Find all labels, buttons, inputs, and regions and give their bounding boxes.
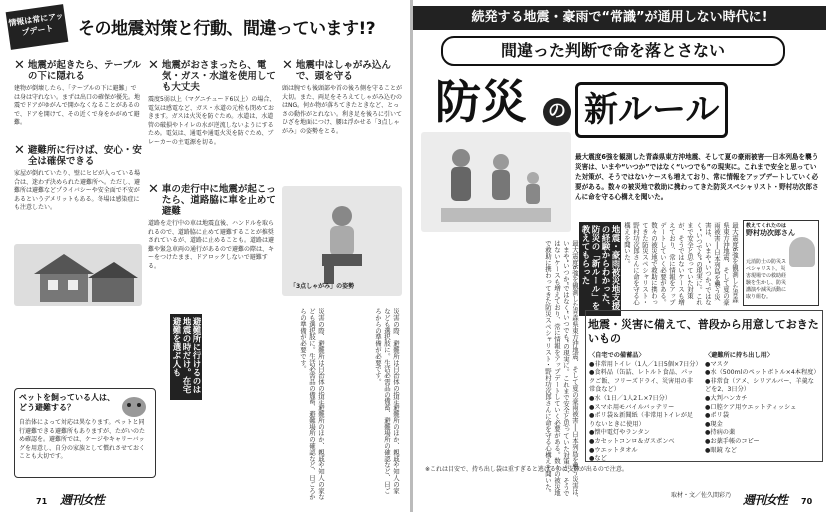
- profile-body: 元消防士の防災スペシャリスト。災害現場での救助経験を生かし、防災講演や減災活動に取り組む。: [746, 259, 787, 300]
- vertical-body: 災害の際、避難所は自治体の指定避難所のほか、親戚や知人の家なども選択肢に。生活必需品の備蓄、避難場所の確認など、日ごろからの準備が必要です。: [299, 308, 325, 500]
- right-page: [413, 0, 826, 512]
- list-item: ●スマホ用モバイルバッテリー: [589, 403, 675, 411]
- cross-icon: ✕: [14, 58, 25, 73]
- list-item: ●食料品（缶詰、レトルト食品、パックご飯、フリーズドライ、災害用の非常食など）: [589, 369, 694, 394]
- pet-body: 自治体によって対応は異なります。ペットと同行避難できる避難所もありますが、たがいのため確認を。避難所では、ケージやキャリーバッグを用意し、自分の家族として慣れさせておくことも大切です。: [19, 419, 146, 461]
- section-1: [14, 60, 142, 140]
- family-illustration: [421, 132, 571, 232]
- list-item: ●カセットコンロ＆ガスボンベ: [589, 437, 675, 445]
- list-item: ●持病の薬: [705, 429, 736, 437]
- family-icon: [421, 132, 571, 232]
- home-stock-heading: 〈自宅での備蓄品〉: [589, 352, 645, 359]
- supplies-title: 地震・災害に備えて、普段から用意しておきたいもの: [588, 318, 819, 345]
- section-body: 頭は腕でも後頭部や首の後ろ側を守ることが大切。また、両足をそろえてしゃがみ込むのはNG。何か物が落ちてきたときなど、とっさの動作がとれない。利き足を後ろに引いてひざを地面につけ、腰は浮かせる「3点しゃがみ」の姿勢をとる。: [282, 85, 403, 135]
- list-item: ●水（1日／1人2Ｌ×7日分）: [589, 394, 672, 402]
- profile-box: [743, 220, 819, 306]
- evacuation-list: [705, 352, 820, 457]
- section-title: 避難所に行けば、安心・安全は確保できる: [27, 145, 142, 167]
- right-vertical-body-2: 最大震度6強を観測した青森県東方沖地震、そして夏の豪雨被害──日本列島を襲う災害は、いまや“いつか”ではなく“いつでも”の現実に。これまで安全と思っていた対策が、そうではないケースも増えており、常に情報をアップデートしていく必要がある。数々の被災地で救助に携わってきた防災スペシャリスト・野村功次郎さんに命を守る心構えを聞いた。: [623, 222, 739, 306]
- house-icon: [14, 244, 142, 306]
- list-item: ●ポリ袋: [705, 412, 729, 420]
- cross-icon: ✕: [14, 143, 25, 158]
- bottom-note: ※これは目安で、持ち出し袋は重すぎると逃げるのに支障が出るので注意。: [425, 466, 628, 473]
- pet-heading: ペットを飼っている人は、どう避難する？: [19, 393, 115, 412]
- avatar: [789, 237, 815, 267]
- cross-icon: ✕: [148, 182, 159, 197]
- section-body: 家屋が倒れていたり、壁にヒビが入っている場合は、迷わず決められた避難所へ。ただし、避難所は避難などプライバシーや安全面で不安があるというデメリットもある。冬場は感染症にも注意したい。: [14, 170, 141, 212]
- big-title-2: 新ルール: [575, 82, 728, 138]
- list-item: ●ポリ袋＆新聞紙（非常用トイレが足りないときに使用）: [589, 412, 694, 428]
- list-item: ●懐中電灯やランタン: [589, 429, 650, 437]
- list-item: ●水（500mlのペットボトル×4本程度）: [705, 369, 820, 377]
- left-logo: 週刊女性: [60, 493, 105, 507]
- right-page-number: 70: [801, 497, 813, 506]
- subtitle: 間違った判断で命を落とさない: [441, 36, 785, 66]
- list-item: ●現金: [705, 420, 723, 428]
- section-body: 震度5弱以上（マグニチュード6以上）の場合、電気は感電など、ガス・水道の元栓も閉めておきます。ガスは火災を防ぐため。水道は、水道管の破損やトイレの水が逆流しないようにするため。電気は、通電や通電火災を防ぐため、ブレーカーの主電源を切る。: [148, 96, 276, 146]
- right-vertical-body: 最大震度6強を観測した青森県東方沖地震、そして夏の豪雨被害──日本列島を襲う災害は、いまや“いつか”ではなく“いつでも”の現実に。これまで安全と思っていた対策が、そうではないケースも増えており、常に情報をアップデートしていく必要がある。数々の被災地で救助に携わってきた防災スペシャリスト・野村功次郎さんに命を守る心構えを聞いた。: [544, 240, 579, 502]
- pet-box: [14, 388, 156, 478]
- section-title: 地震がおさまったら、電気・ガス・水道を使用しても大丈夫: [161, 60, 276, 93]
- lede: 最大震度6強を観測した青森県東方沖地震、そして夏の豪雨被害──日本列島を襲う災害は、いまや“いつか”ではなく“いつでも”の現実に。これまで安全と思っていた対策が、そうではないケースも増えており、常に情報をアップデートしていく必要がある。数々の被災地で救助に携わってきた防災スペシャリスト・野村功次郎さんに命を守る心構えを聞いた。: [575, 153, 819, 201]
- list-item: ●マスク: [705, 360, 729, 368]
- credits: 取材・文／佐久間彩乃: [671, 492, 732, 499]
- list-item: ●口腔ケア用ウエットティッシュ: [705, 403, 797, 411]
- list-item: ●非常用トイレ（1人／1日5個×7日分）: [589, 360, 702, 368]
- house-illustration: [14, 244, 142, 306]
- big-title: 防災: [435, 75, 527, 129]
- section-title: 車の走行中に地震が起こったら、道路脇に車を止めて避難: [161, 184, 276, 217]
- cross-icon: ✕: [282, 58, 293, 73]
- list-item: ●など: [589, 455, 607, 463]
- section-4: [148, 184, 276, 304]
- left-page-number: 71: [36, 497, 48, 506]
- vertical-heading: 避難所に行けるのは地震の時だけ。在宅避難を選ぶ人も: [170, 314, 202, 400]
- update-tag: 情報は常にアップデート: [6, 4, 69, 50]
- profile-name: 野村功次郎さん: [746, 229, 795, 237]
- left-page: [0, 0, 411, 512]
- list-item: ●ウエットタオル: [589, 446, 638, 454]
- photo-caption: 「3点しゃがみ」の姿勢: [290, 283, 355, 290]
- section-2: [14, 145, 142, 239]
- left-headline: その地震対策と行動、間違っています!?: [78, 19, 376, 39]
- cross-icon: ✕: [148, 58, 159, 73]
- section-5: [282, 60, 402, 182]
- vertical-body-2: 災害の際、避難所は自治体の指定避難所のほか、親戚や知人の家なども選択肢に。生活必需品の備蓄、避難場所の確認など、日ごろからの準備が必要です。: [374, 308, 400, 494]
- list-item: ●眼鏡 など: [705, 446, 738, 454]
- list-item: ●大判ハンカチ: [705, 394, 748, 402]
- profile-label: 教えてくれたのは: [746, 223, 787, 229]
- section-body: 建物が倒壊したら、「テーブルの下に避難」では身は守れない。まずは出口の確保が優先。地震でドアがゆがんで開かなくなることがあるので、ドアを開けて、その近くで身をかがめて避難。: [14, 85, 141, 127]
- right-logo: 週刊女性: [743, 493, 788, 507]
- section-3: [148, 60, 276, 180]
- dog-icon: [117, 391, 151, 419]
- section-title: 地震中はしゃがみ込んで、頭を守る: [295, 60, 391, 82]
- evacuation-heading: 〈避難所に持ち出し用〉: [705, 352, 774, 359]
- list-item: ●お薬手帳のコピー: [705, 437, 760, 445]
- crouch-photo: [282, 186, 402, 296]
- list-item: ●非常食（アメ、シリアルバー、羊羹などを2、3日分）: [705, 377, 814, 394]
- big-title-no: の: [543, 98, 571, 126]
- section-title: 地震が起きたら、テーブルの下に隠れる: [27, 60, 142, 82]
- right-vertical-heading: 地震・豪雨被災地支援の経験からわかった、防災の「新ルール」を教えてもらった: [579, 222, 621, 316]
- top-banner: 続発する地震・豪雨で“常識”が通用しない時代に!: [413, 6, 826, 30]
- crouching-person-icon: [282, 186, 402, 296]
- section-body: 道路を走行中の車は地震直後、ハンドルを取られるので、道路脇に止めて避難することが推奨されているが、道路に止めることも。道路は避難や緊急車両の通行があるので避難の際は、キーをつけたまま、ドアロックしないで避難する。: [148, 220, 275, 270]
- home-stock-list: [589, 352, 702, 463]
